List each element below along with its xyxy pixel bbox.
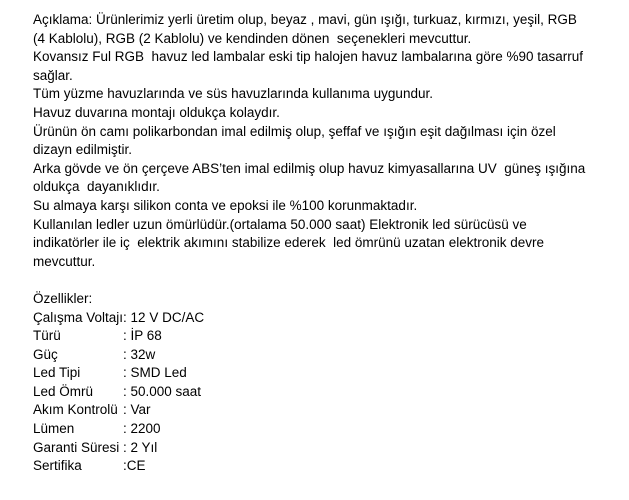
feature-value: : Var [123,402,151,418]
feature-value: :CE [123,458,146,474]
description-line: mevcuttur. [33,253,96,269]
feature-row [33,309,627,328]
description-line: (4 Kablolu), RGB (2 Kablolu) ve kendinden dönen seçenekleri mevcuttur. [33,30,472,46]
feature-row [33,401,627,420]
feature-row [33,346,627,365]
feature-label: Garanti Süresi [33,439,120,455]
description-line: Havuz duvarına montajı oldukça kolaydır. [33,104,280,120]
paragraph-spacer [33,271,627,290]
feature-value: : 2 Yıl [123,439,158,455]
feature-value: : 50.000 saat [123,383,202,399]
feature-label: Led Ömrü [33,383,94,399]
feature-label: Türü [33,328,61,344]
features-section [33,290,627,476]
description-line: Ürünün ön camı polikarbondan imal edilmiş olup, şeffaf ve ışığın eşit dağılması için özel [33,123,556,139]
feature-label: Akım Kontrolü [33,402,118,418]
description-line: Su almaya karşı silikon conta ve epoksi ile %100 korunmaktadır. [33,197,418,213]
features-title: Özellikler: [33,290,93,306]
feature-value: : SMD Led [123,365,187,381]
feature-row [33,364,627,383]
description-line: Kullanılan ledler uzun ömürlüdür.(ortalama 50.000 saat) Elektronik led sürücüsü ve [33,216,527,232]
description-line: Tüm yüzme havuzlarında ve süs havuzlarında kullanıma uygundur. [33,86,433,102]
feature-label: Lümen [33,421,75,437]
description-line: dizayn edilmiştir. [33,142,133,158]
feature-row [33,327,627,346]
feature-row [33,439,627,458]
feature-row [33,457,627,476]
feature-label: Sertifika [33,458,82,474]
feature-value: : 2200 [123,421,161,437]
description-line: Arka gövde ve ön çerçeve ABS’ten imal edilmiş olup havuz kimyasallarına UV güneş ışığına [33,160,586,176]
description-line: Açıklama: Ürünlerimiz yerli üretim olup, beyaz , mavi, gün ışığı, turkuaz, kırmızı, yeşil, RGB [33,12,577,27]
feature-value: : 32w [123,346,156,362]
description-line: Kovansız Ful RGB havuz led lambalar eski tip halojen havuz lambalarına göre %90 tasarruf [33,49,584,65]
feature-label: Çalışma Voltajı [33,309,124,325]
feature-value: : İP 68 [123,328,162,344]
feature-row [33,420,627,439]
feature-row [33,383,627,402]
description-line: sağlar. [33,67,73,83]
description-line: indikatörler ile iç elektrik akımını stabilize ederek led ömrünü uzatan elektronik devre [33,235,544,251]
feature-label: Güç [33,346,58,362]
feature-value: : 12 V DC/AC [123,309,205,325]
feature-label: Led Tipi [33,365,81,381]
description-paragraph [33,11,627,271]
description-line: oldukça dayanıklıdır. [33,179,160,195]
